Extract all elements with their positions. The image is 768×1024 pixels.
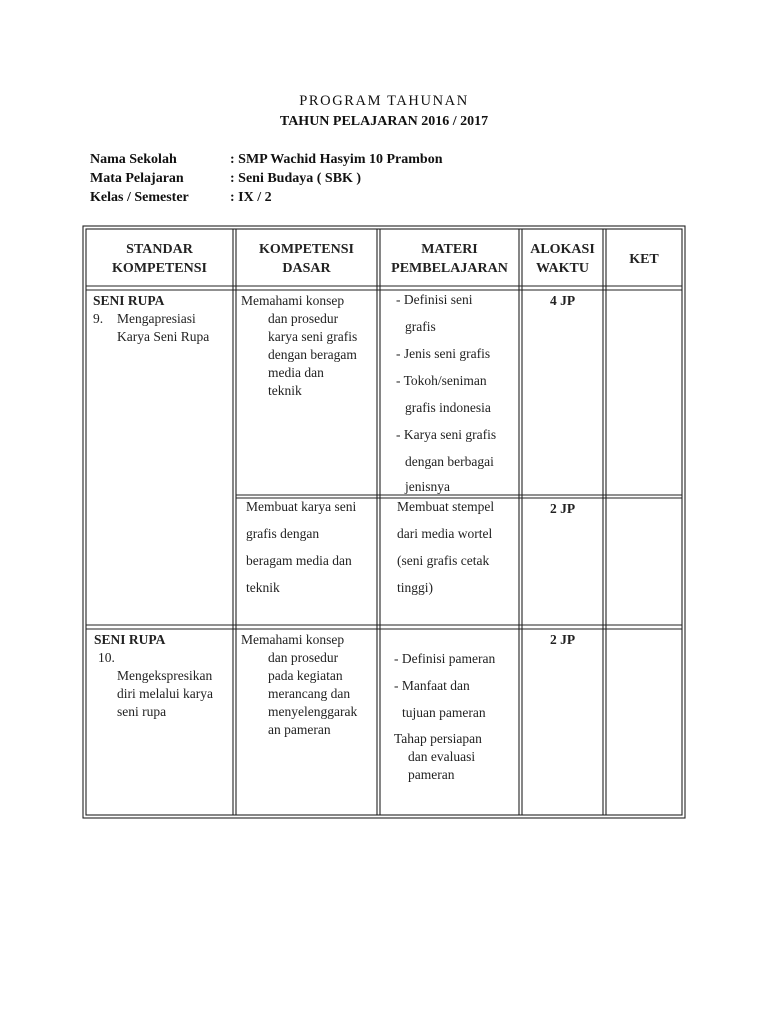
materi-line: pameran: [408, 767, 455, 782]
kd-line: Memahami konsep: [241, 632, 345, 647]
row3-sk-title: SENI RUPA: [94, 632, 166, 647]
materi-line: dengan berbagai: [405, 454, 494, 469]
row2-materi: [397, 493, 518, 601]
kd-line: grafis dengan: [246, 526, 320, 541]
materi-line: - Jenis seni grafis: [396, 346, 491, 361]
row3-standar-kompetensi: [94, 631, 232, 721]
header-materi-line1: MATERI: [421, 242, 478, 257]
row3-sk-text-3: seni rupa: [117, 704, 167, 719]
row1-sk-text-1: Mengapresiasi: [117, 311, 196, 326]
row1-materi: [396, 286, 518, 499]
info-label-class: Kelas / Semester: [90, 190, 189, 205]
header-ket: KET: [629, 252, 659, 267]
info-label-subject: Mata Pelajaran: [90, 171, 184, 186]
header-alokasi-line1: ALOKASI: [530, 242, 595, 257]
kd-line: teknik: [268, 383, 302, 398]
materi-line: tinggi): [397, 580, 433, 595]
materi-line: dari media wortel: [397, 526, 493, 541]
materi-line: - Definisi pameran: [394, 651, 496, 666]
document-title: PROGRAM TAHUNAN: [299, 93, 469, 109]
header-materi-line2: PEMBELAJARAN: [391, 261, 508, 276]
row1-sk-text-2: Karya Seni Rupa: [117, 329, 210, 344]
materi-line: - Tokoh/seniman: [396, 373, 487, 388]
row3-kompetensi-dasar: [241, 631, 375, 739]
kd-line: media dan: [268, 365, 324, 380]
header-kd-line2: DASAR: [282, 261, 331, 276]
info-label-school: Nama Sekolah: [90, 152, 177, 167]
materi-line: (seni grafis cetak: [397, 553, 490, 568]
info-value-school: : SMP Wachid Hasyim 10 Prambon: [230, 152, 443, 167]
row1-standar-kompetensi: [93, 292, 231, 346]
kd-line: karya seni grafis: [268, 329, 358, 344]
row2-kompetensi-dasar: [246, 493, 376, 601]
materi-line: - Karya seni grafis: [396, 427, 497, 442]
header-alokasi-waktu: [522, 240, 603, 278]
info-value-subject: : Seni Budaya ( SBK ): [230, 171, 362, 186]
row3-sk-text-2: diri melalui karya: [117, 686, 213, 701]
kd-line: dengan beragam: [268, 347, 357, 362]
materi-line: - Definisi seni: [396, 292, 473, 307]
row3-sk-text-1: Mengekspresikan: [117, 668, 213, 683]
info-value-class: : IX / 2: [230, 190, 272, 205]
header-alokasi-line2: WAKTU: [536, 261, 589, 276]
materi-line: jenisnya: [405, 479, 450, 494]
kd-line: beragam media dan: [246, 553, 352, 568]
row1-alokasi: 4 JP: [549, 293, 576, 308]
materi-line: Tahap persiapan: [394, 731, 482, 746]
header-sk-line1: STANDAR: [126, 242, 193, 257]
materi-line: grafis: [405, 319, 436, 334]
kd-line: an pameran: [268, 722, 331, 737]
header-kompetensi-dasar: [236, 240, 377, 278]
materi-line: grafis indonesia: [405, 400, 491, 415]
kd-line: merancang dan: [268, 686, 351, 701]
header-materi-pembelajaran: [380, 240, 519, 278]
row3-materi: [394, 645, 518, 784]
materi-line: tujuan pameran: [402, 705, 486, 720]
kd-line: Membuat karya seni: [246, 499, 357, 514]
header-sk-line2: KOMPETENSI: [112, 261, 207, 276]
header-kd-line1: KOMPETENSI: [259, 242, 354, 257]
kd-line: pada kegiatan: [268, 668, 343, 683]
row2-alokasi: 2 JP: [549, 501, 576, 516]
materi-line: dan evaluasi: [408, 749, 476, 764]
document-subtitle: TAHUN PELAJARAN 2016 / 2017: [279, 114, 489, 129]
row3-alokasi: 2 JP: [549, 632, 576, 647]
materi-line: - Manfaat dan: [394, 678, 470, 693]
kd-line: dan prosedur: [268, 650, 339, 665]
row1-kompetensi-dasar: [241, 292, 375, 400]
row1-sk-number: 9.: [93, 311, 104, 326]
kd-line: dan prosedur: [268, 311, 339, 326]
kd-line: Memahami konsep: [241, 293, 345, 308]
header-standar-kompetensi: [86, 240, 233, 278]
row3-sk-number: 10.: [98, 650, 115, 665]
kd-line: menyelenggarak: [268, 704, 358, 719]
materi-line: Membuat stempel: [397, 499, 495, 514]
kd-line: teknik: [246, 580, 280, 595]
row1-sk-title: SENI RUPA: [93, 293, 165, 308]
